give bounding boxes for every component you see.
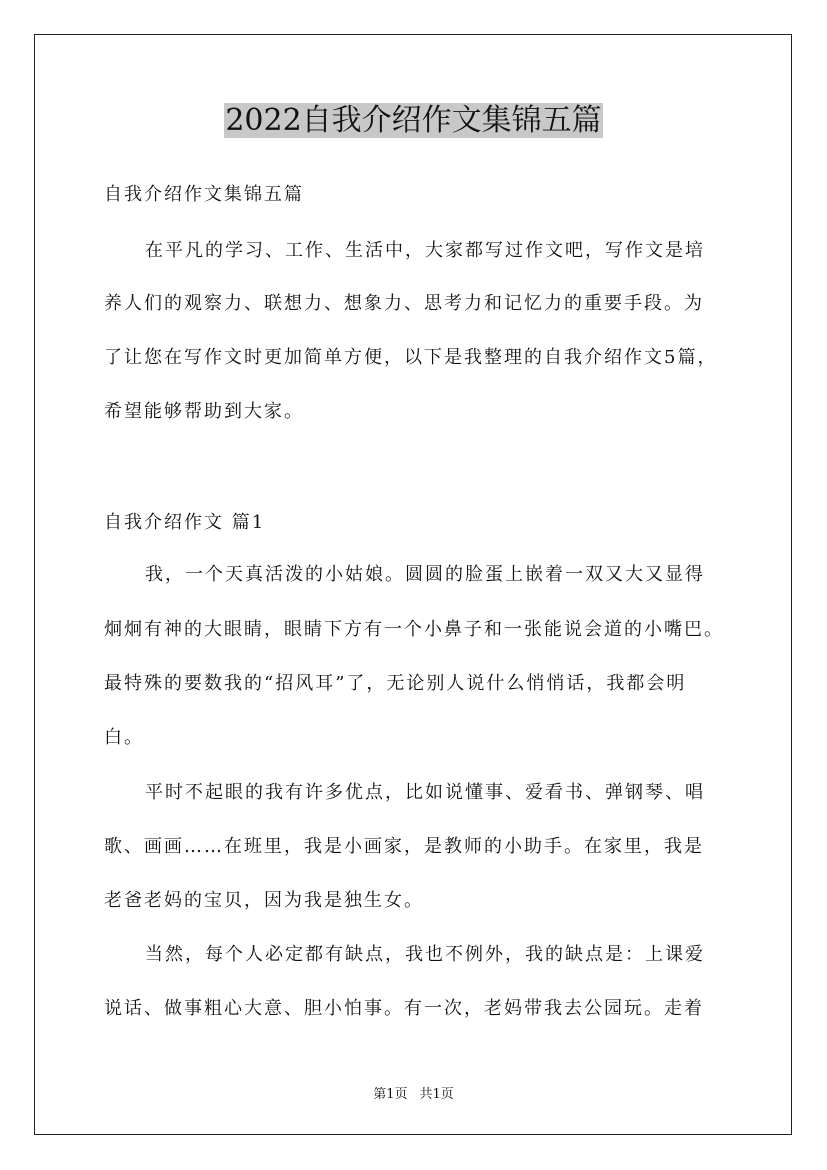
paragraph-line: 炯炯有神的大眼睛，眼睛下方有一个小鼻子和一张能说会道的小嘴巴。 (104, 619, 724, 640)
paragraph-line: 我，一个天真活泼的小姑娘。圆圆的脸蛋上嵌着一双又大又显得 (145, 564, 705, 585)
intro-line: 了让您在写作文时更加简单方便，以下是我整理的自我介绍作文5篇， (104, 347, 718, 368)
intro-line: 在平凡的学习、工作、生活中，大家都写过作文吧，写作文是培 (145, 240, 705, 261)
page-footer (0, 1083, 827, 1102)
section-heading: 自我介绍作文 篇1 (104, 512, 266, 533)
paragraph-line: 当然，每个人必定都有缺点，我也不例外，我的缺点是：上课爱 (145, 944, 705, 965)
intro-line: 养人们的观察力、联想力、想象力、思考力和记忆力的重要手段。为 (104, 293, 704, 314)
paragraph-line: 最特殊的要数我的“招风耳”了，无论别人说什么悄悄话，我都会明 (104, 673, 687, 694)
paragraph-line: 白。 (104, 727, 144, 748)
paragraph-line: 平时不起眼的我有许多优点，比如说懂事、爱看书、弹钢琴、唱 (145, 782, 705, 803)
paragraph-line: 老爸老妈的宝贝，因为我是独生女。 (104, 890, 424, 911)
intro-line: 希望能够帮助到大家。 (104, 401, 304, 422)
page-total: 共1页 (419, 1087, 454, 1102)
paragraph-line: 歌、画画……在班里，我是小画家，是教师的小助手。在家里，我是 (104, 836, 704, 857)
document-title (0, 98, 827, 144)
document-title-text: 2022自我介绍作文集锦五篇 (225, 103, 602, 138)
document-subtitle: 自我介绍作文集锦五篇 (104, 184, 304, 205)
page-number: 第1页 (373, 1087, 408, 1102)
paragraph-line: 说话、做事粗心大意、胆小怕事。有一次，老妈带我去公园玩。走着 (104, 998, 704, 1019)
